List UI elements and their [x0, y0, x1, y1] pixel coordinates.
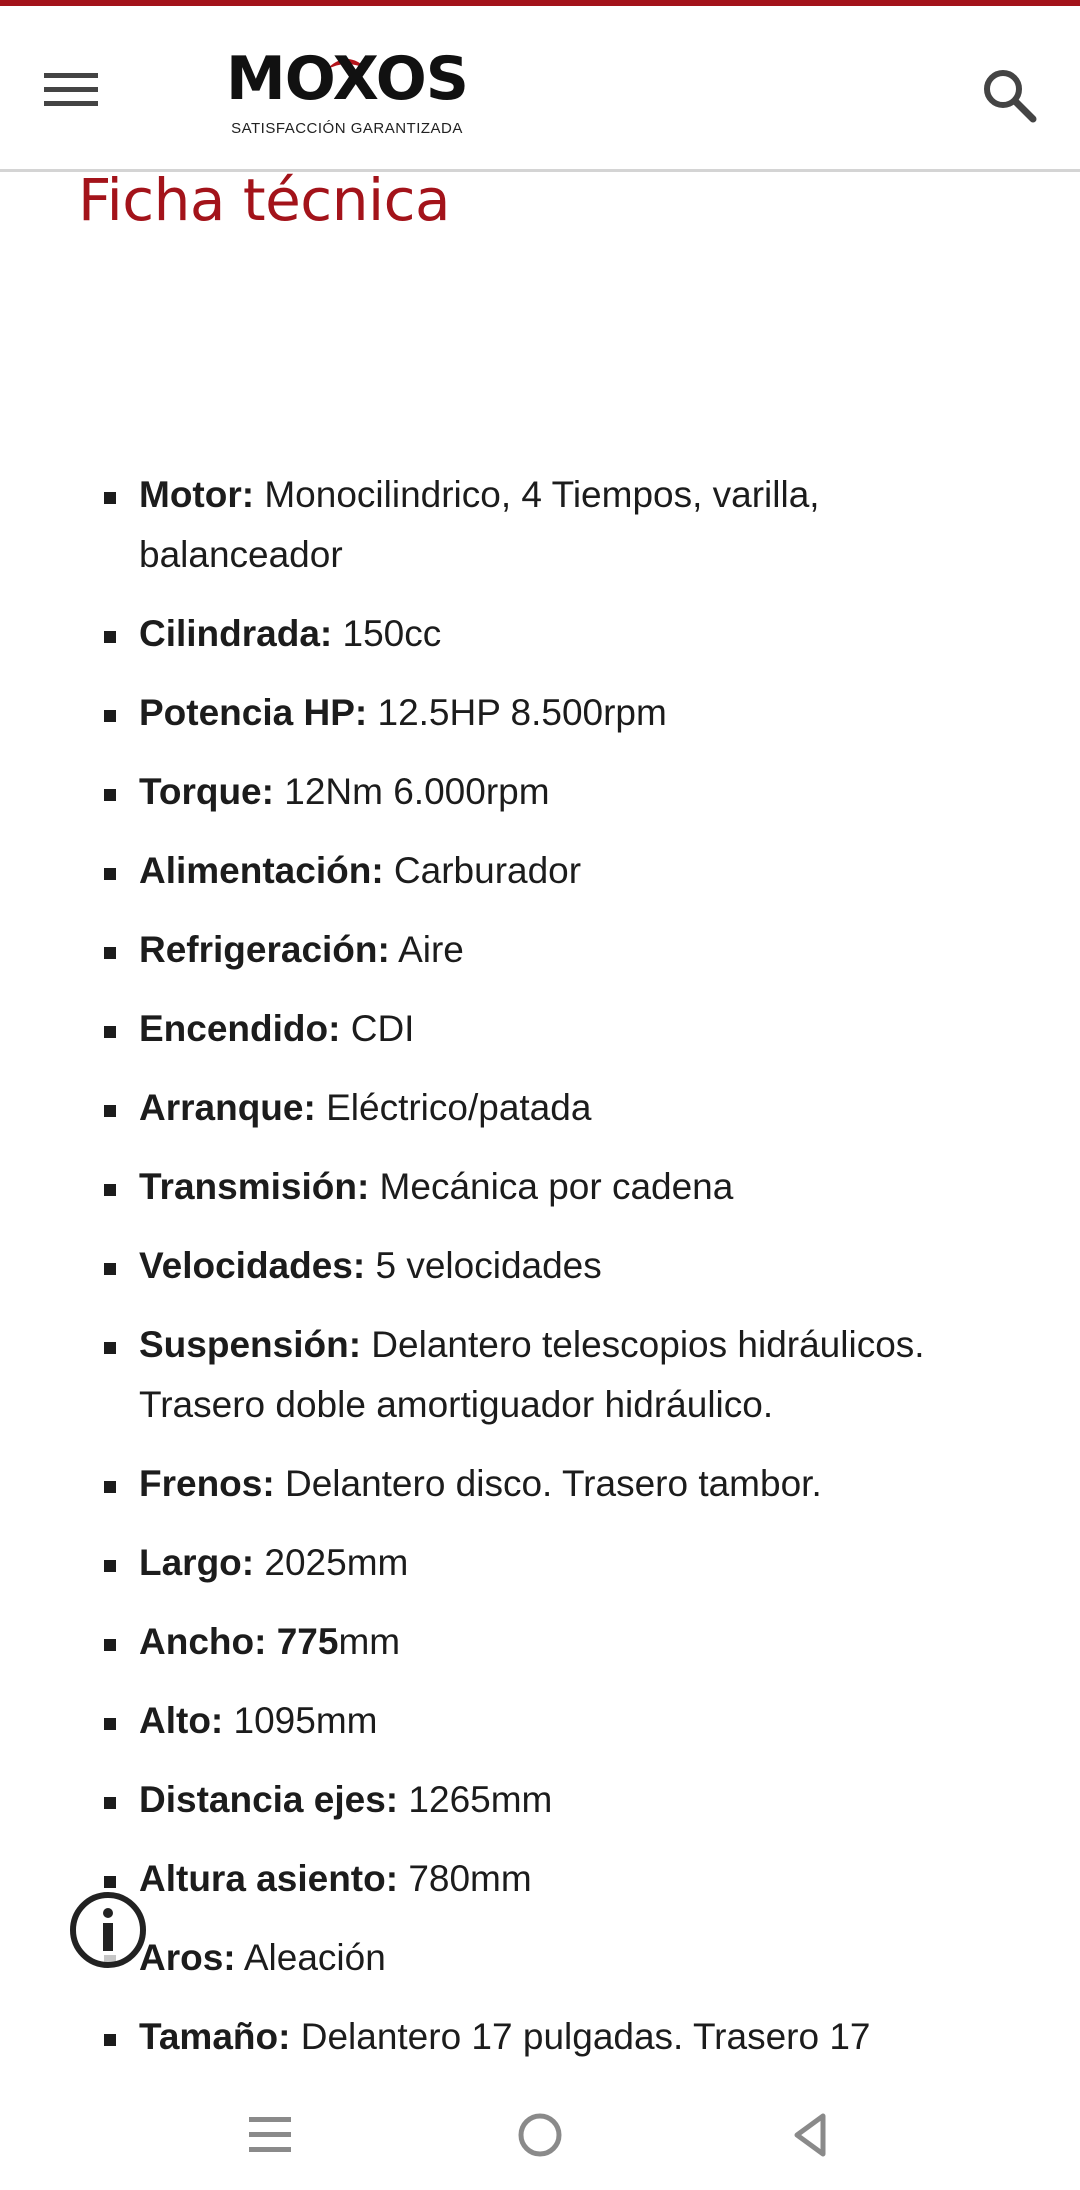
spec-value: Aleación	[235, 1937, 386, 1978]
spec-value: 12Nm 6.000rpm	[273, 771, 550, 812]
bullet-icon	[104, 1481, 116, 1493]
spec-label: Refrigeración:	[139, 929, 390, 970]
bullet-icon	[104, 1263, 116, 1275]
spec-label: Motor:	[139, 474, 255, 515]
spec-item	[0, 1078, 1080, 1138]
spec-item	[0, 1691, 1080, 1751]
spec-item	[0, 1157, 1080, 1217]
spec-label: Suspensión:	[139, 1324, 362, 1365]
spec-value: Delantero telescopios hidráulicos. Trasero doble amortiguador hidráulico.	[139, 1324, 925, 1425]
spec-item	[0, 1454, 1080, 1514]
system-nav-bar	[0, 2070, 1080, 2190]
spec-item	[0, 1236, 1080, 1296]
spec-value: Carburador	[383, 850, 582, 891]
home-icon	[515, 2110, 565, 2160]
spec-value: 2025mm	[254, 1542, 409, 1583]
spec-label: Arranque:	[139, 1087, 316, 1128]
spec-label: Transmisión:	[139, 1166, 370, 1207]
bullet-icon	[104, 1184, 116, 1196]
spec-value: 780mm	[398, 1858, 532, 1899]
spec-label: Largo:	[139, 1542, 255, 1583]
spec-label: Distancia ejes:	[139, 1779, 399, 1820]
recents-icon	[247, 2113, 293, 2157]
info-icon	[88, 1905, 128, 1955]
bullet-icon	[104, 947, 116, 959]
spec-item	[0, 1612, 1080, 1672]
spec-label: Torque:	[139, 771, 274, 812]
spec-label: Ancho: 775	[139, 1621, 339, 1662]
spec-item	[0, 841, 1080, 901]
bullet-icon	[104, 631, 116, 643]
spec-item	[0, 999, 1080, 1059]
info-button[interactable]	[70, 1892, 146, 1968]
spec-value: Monocilindrico, 4 Tiempos, varilla, balanceador	[139, 474, 820, 575]
spec-item	[0, 683, 1080, 743]
brand-logo[interactable]	[222, 44, 472, 140]
spec-value: 150cc	[332, 613, 442, 654]
back-button[interactable]	[765, 2090, 855, 2180]
spec-value: 1095mm	[223, 1700, 378, 1741]
spec-item	[0, 465, 1080, 585]
page-title: Ficha técnica	[78, 166, 451, 234]
spec-label: Velocidades:	[139, 1245, 366, 1286]
bullet-icon	[104, 789, 116, 801]
spec-label: Alto:	[139, 1700, 224, 1741]
bullet-icon	[104, 1639, 116, 1651]
spec-value: Eléctrico/patada	[315, 1087, 592, 1128]
spec-value: Delantero disco. Trasero tambor.	[274, 1463, 822, 1504]
recents-button[interactable]	[225, 2090, 315, 2180]
spec-item	[0, 1928, 1080, 1988]
back-icon	[787, 2110, 833, 2160]
spec-value: 5 velocidades	[365, 1245, 602, 1286]
search-button[interactable]	[974, 60, 1044, 130]
spec-label: Tamaño:	[139, 2016, 291, 2057]
spec-item	[0, 1533, 1080, 1593]
spec-value: Aire	[389, 929, 464, 970]
spec-item	[0, 1315, 1080, 1435]
spec-value: 1265mm	[398, 1779, 553, 1820]
site-header	[0, 6, 1080, 172]
spec-label: Cilindrada:	[139, 613, 333, 654]
spec-value: Mecánica por cadena	[369, 1166, 734, 1207]
bullet-icon	[104, 1718, 116, 1730]
spec-value: mm	[338, 1621, 401, 1662]
spec-label: Potencia HP:	[139, 692, 368, 733]
bullet-icon	[104, 868, 116, 880]
home-button[interactable]	[495, 2090, 585, 2180]
bullet-icon	[104, 710, 116, 722]
spec-item	[0, 1849, 1080, 1909]
spec-item	[0, 604, 1080, 664]
spec-value: CDI	[340, 1008, 415, 1049]
spec-label: Frenos:	[139, 1463, 275, 1504]
hamburger-menu-icon	[42, 70, 100, 110]
bullet-icon	[104, 492, 116, 504]
spec-item	[0, 2007, 1080, 2067]
spec-label: Encendido:	[139, 1008, 341, 1049]
search-icon	[979, 65, 1039, 125]
spec-item	[0, 1770, 1080, 1830]
bullet-icon	[104, 1105, 116, 1117]
bullet-icon	[104, 1876, 116, 1888]
spec-label: Alimentación:	[139, 850, 384, 891]
spec-label: Aros:	[139, 1937, 236, 1978]
bullet-icon	[104, 2034, 116, 2046]
bullet-icon	[104, 1342, 116, 1354]
bullet-icon	[104, 1560, 116, 1572]
bullet-icon	[104, 1026, 116, 1038]
bullet-icon	[104, 1797, 116, 1809]
logo-wordmark: MOXOS	[226, 44, 468, 114]
menu-button[interactable]	[36, 60, 106, 120]
spec-label: Altura asiento:	[139, 1858, 399, 1899]
spec-value: Delantero 17 pulgadas. Trasero 17	[290, 2016, 871, 2057]
spec-list	[0, 465, 1080, 2086]
logo-tagline: SATISFACCIÓN GARANTIZADA	[231, 120, 463, 137]
spec-value: 12.5HP 8.500rpm	[367, 692, 667, 733]
spec-item	[0, 920, 1080, 980]
spec-item	[0, 762, 1080, 822]
